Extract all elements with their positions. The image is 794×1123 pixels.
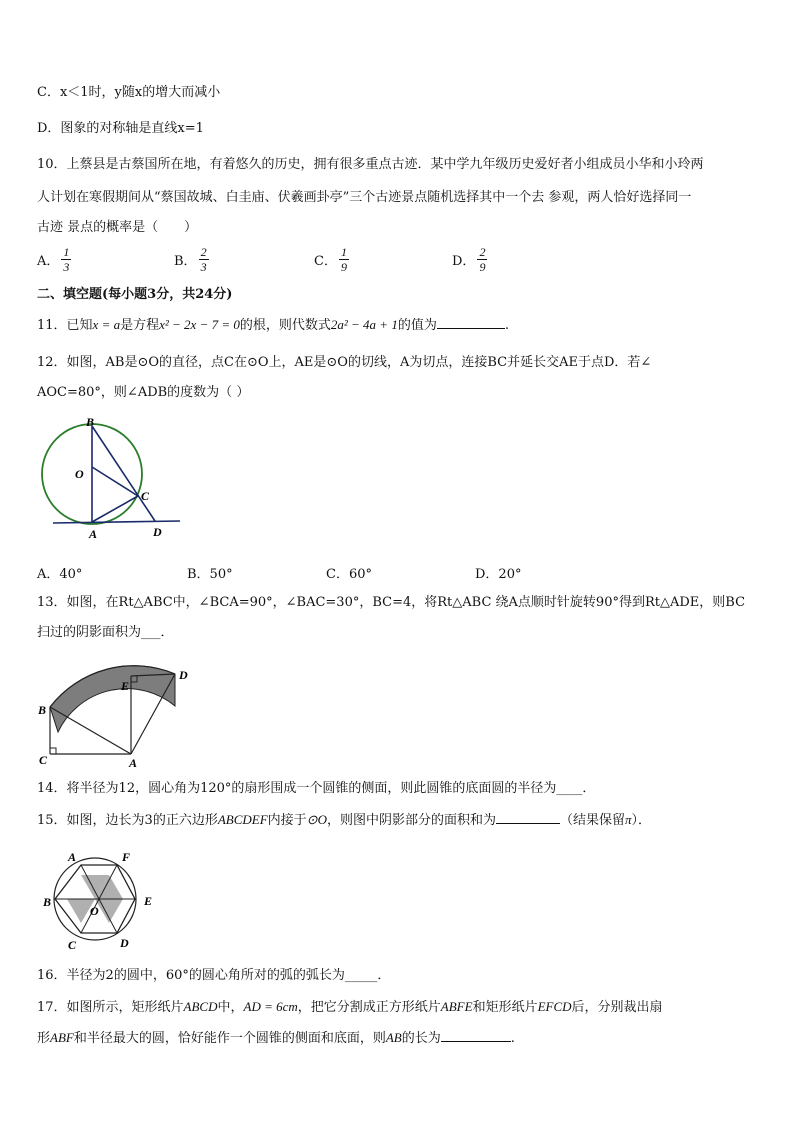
q13-label-b: B <box>38 703 47 717</box>
q12-label-o: O <box>75 467 84 481</box>
q15-label-a: A <box>68 850 77 864</box>
q15-label-d: D <box>120 936 129 950</box>
q12-label-a: A <box>89 527 98 541</box>
q12-option-d: D．20° <box>475 567 522 582</box>
q15-label-c: C <box>68 938 77 952</box>
q15-label-e: E <box>144 894 153 908</box>
q14: 14．将半径为12，圆心角为120°的扇形围成一个圆锥的侧面，则此圆锥的底面圆的半径为____． <box>37 781 596 796</box>
q12-option-a: A．40° <box>37 567 83 582</box>
q13-line2: 扫过的阴影面积为___． <box>37 625 174 640</box>
q9-option-d: D．图象的对称轴是直线x=1 <box>37 121 204 136</box>
q12-option-b: B．50° <box>187 567 233 582</box>
q12-label-b: B <box>86 415 95 429</box>
section-heading: 二、填空题(每小题3分，共24分) <box>37 287 233 302</box>
q12-option-c: C．60° <box>326 567 372 582</box>
q12-line1: 12．如图，AB是⊙O的直径，点C在⊙O上，AE是⊙O的切线，A为切点，连接BC并延长交AE于点D．若∠ <box>37 355 652 370</box>
q12-label-d: D <box>153 525 162 539</box>
q15-label-b: B <box>43 895 52 909</box>
q13-line1: 13．如图，在Rt△ABC中，∠BCA=90°，∠BAC=30°，BC=4，将Rt△ABC 绕A点顺时针旋转90°得到Rt△ADE，则BC <box>37 595 746 610</box>
q10-option-d: D． $\frac{2}{9}$ <box>452 245 486 274</box>
q11: 11．已知x = a是方程x² − 2x − 7 = 0的根，则代数式2a² − 4a + 1的值为 . <box>37 317 509 333</box>
q15-figure <box>40 847 170 953</box>
q13-label-a: A <box>129 756 138 769</box>
q17-line1: 17．如图所示，矩形纸片ABCD中，AD = 6cm，把它分割成正方形纸片ABFE和矩形纸片EFCD后，分别裁出扇 <box>37 999 663 1015</box>
q13-label-c: C <box>39 753 48 767</box>
q10-line1: 10．上蔡县是古蔡国所在地，有着悠久的历史，拥有很多重点古迹．某中学九年级历史爱好者小组成员小华和小玲两 <box>37 157 704 172</box>
q15-label-o: O <box>90 904 99 918</box>
q15: 15．如图，边长为3的正六边形ABCDEF内接于⊙O，则图中阴影部分的面积和为 （结果保留π）． <box>37 812 652 828</box>
q15-label-f: F <box>122 850 131 864</box>
q17-line2: 形ABF和半径最大的圆，恰好能作一个圆锥的侧面和底面，则AB的长为 . <box>37 1030 515 1046</box>
q13-label-e: E <box>121 679 130 693</box>
q9-option-c: C．x＜1时，y随x的增大而减小 <box>37 85 221 100</box>
q12-figure <box>35 412 195 542</box>
q12-line2: AOC=80°，则∠ADB的度数为（ ） <box>37 385 250 400</box>
q16: 16．半径为2的圆中，60°的圆心角所对的弧的弧长为_____． <box>37 968 391 983</box>
q12-label-c: C <box>141 489 150 503</box>
q10-option-c: C． $\frac{1}{9}$ <box>314 245 347 274</box>
q10-option-b: B． $\frac{2}{3}$ <box>174 245 207 274</box>
q13-figure <box>35 664 205 769</box>
q10-option-a: A． $\frac{1}{3}$ <box>37 245 70 274</box>
q10-line2: 人计划在寒假期间从“蔡国故城、白圭庙、伏羲画卦亭”三个古迹景点随机选择其中一个去 参观，两人恰好选择同一 <box>37 190 692 205</box>
q13-label-d: D <box>179 668 188 682</box>
q10-line3: 古迹 景点的概率是（ ） <box>37 220 198 235</box>
